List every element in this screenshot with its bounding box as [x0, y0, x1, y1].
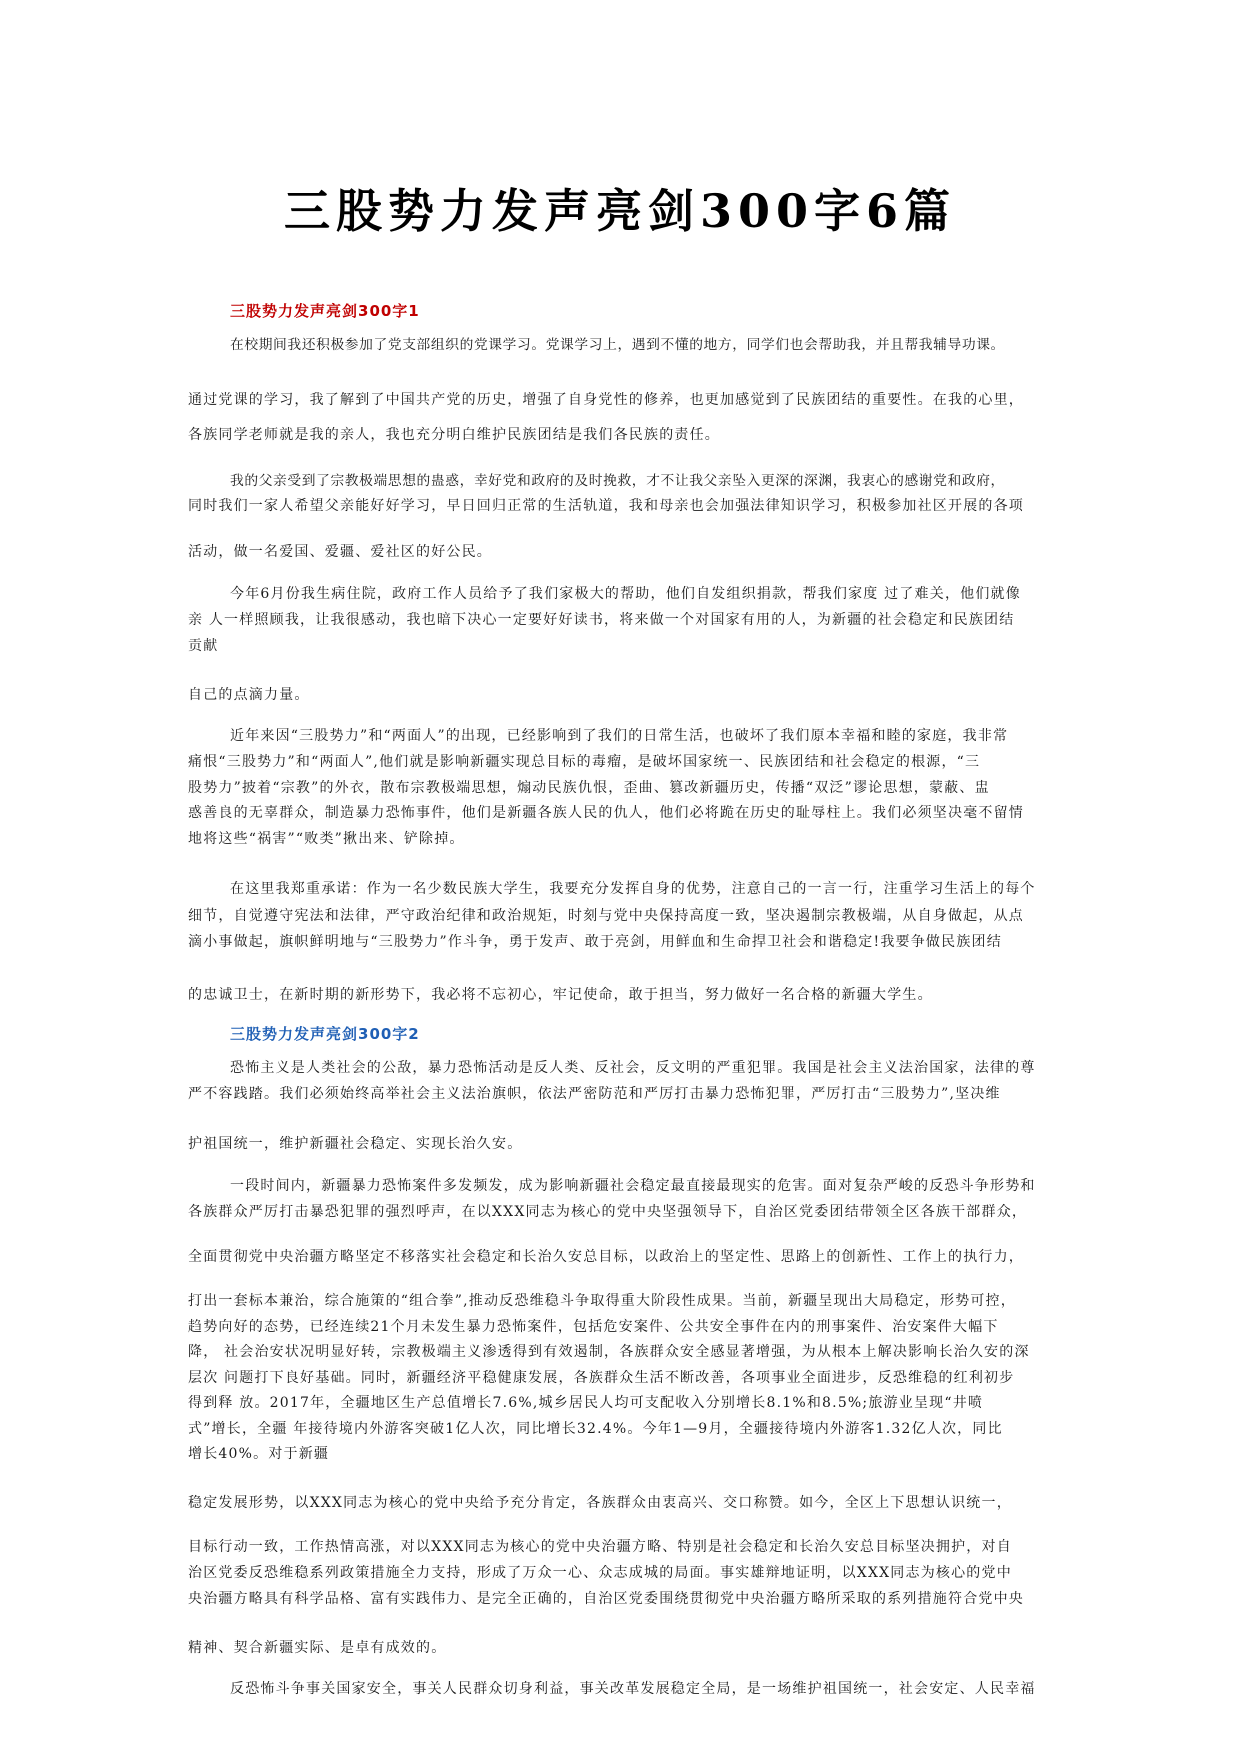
section-heading-2: 三股势力发声亮剑300字2	[230, 1025, 420, 1043]
paragraph-line: 滴小事做起，旗帜鲜明地与“三股势力”作斗争，勇于发声、敢于亮剑，用鲜血和生命捍卫社会和谐稳定!我要争做民族团结	[188, 934, 1002, 950]
paragraph-line: 全面贯彻党中央治疆方略坚定不移落实社会稳定和长治久安总目标，以政治上的坚定性、思路上的创新性、工作上的执行力，	[188, 1249, 1024, 1265]
paragraph-line: 得到释 放。2017年，全疆地区生产总值增长7.6%,城乡居民人均可支配收入分别增长8.1%和8.5%;旅游业呈现“井喷	[188, 1395, 984, 1411]
paragraph-line: 今年6月份我生病住院，政府工作人员给予了我们家极大的帮助，他们自发组织捐款，帮我们家度 过了难关，他们就像	[230, 586, 1021, 602]
section-heading-1: 三股势力发声亮剑300字1	[230, 302, 420, 320]
paragraph-line: 在校期间我还积极参加了党支部组织的党课学习。党课学习上，遇到不懂的地方，同学们也会帮助我，并且帮我辅导功课。	[230, 337, 1005, 353]
paragraph-line: 趋势向好的态势，已经连续21个月未发生暴力恐怖案件，包括危安案件、公共安全事件在内的刑事案件、治安案件大幅下	[188, 1319, 999, 1335]
paragraph-line: 同时我们一家人希望父亲能好好学习，早日回归正常的生活轨道，我和母亲也会加强法律知识学习，积极参加社区开展的各项	[188, 498, 1024, 514]
document-title: 三股势力发声亮剑300字6篇	[283, 184, 957, 238]
paragraph-line: 各族同学老师就是我的亲人，我也充分明白维护民族团结是我们各民族的责任。	[188, 427, 720, 443]
paragraph-line: 自己的点滴力量。	[188, 687, 310, 703]
paragraph-line: 通过党课的学习，我了解到了中国共产党的历史，增强了自身党性的修养，也更加感觉到了民族团结的重要性。在我的心里，	[188, 392, 1024, 408]
paragraph-line: 稳定发展形势，以XXX同志为核心的党中央给予充分肯定，各族群众由衷高兴、交口称赞。如今，全区上下思想认识统一，	[188, 1495, 1012, 1511]
paragraph-line: 式”增长，全疆 年接待境内外游客突破1亿人次，同比增长32.4%。今年1—9月，全疆接待境内外游客1.32亿人次，同比	[188, 1421, 1003, 1437]
paragraph-line: 一段时间内，新疆暴力恐怖案件多发频发，成为影响新疆社会稳定最直接最现实的危害。面对复杂严峻的反恐斗争形势和	[230, 1178, 1036, 1194]
paragraph-line: 治区党委反恐维稳系列政策措施全力支持，形成了万众一心、众志成城的局面。事实雄辩地证明，以XXX同志为核心的党中	[188, 1565, 1012, 1581]
paragraph-line: 层次 问题打下良好基础。同时，新疆经济平稳健康发展，各族群众生活不断改善，各项事业全面进步，反恐维稳的红利初步	[188, 1370, 1015, 1386]
paragraph-line: 降， 社会治安状况明显好转，宗教极端主义渗透得到有效遏制，各族群众安全感显著增强，为从根本上解决影响长治久安的深	[188, 1344, 1030, 1360]
paragraph-line: 恐怖主义是人类社会的公敌，暴力恐怖活动是反人类、反社会，反文明的严重犯罪。我国是社会主义法治国家，法律的尊	[230, 1060, 1036, 1076]
paragraph-line: 活动，做一名爱国、爱疆、爱社区的好公民。	[188, 544, 492, 560]
paragraph-line: 地将这些“祸害”“败类”揪出来、铲除掉。	[188, 831, 465, 847]
paragraph-line: 增长40%。对于新疆	[188, 1446, 330, 1462]
paragraph-line: 各族群众严厉打击暴恐犯罪的强烈呼声，在以XXX同志为核心的党中央坚强领导下，自治区党委团结带领全区各族干部群众，	[188, 1204, 1028, 1220]
paragraph-line: 央治疆方略具有科学品格、富有实践伟力、是完全正确的，自治区党委围绕贯彻党中央治疆方略所采取的系列措施符合党中央	[188, 1591, 1024, 1607]
paragraph-line: 我的父亲受到了宗教极端思想的蛊惑，幸好党和政府的及时挽救，才不让我父亲坠入更深的深渊，我衷心的感谢党和政府，	[230, 473, 1005, 489]
paragraph-line: 细节，自觉遵守宪法和法律，严守政治纪律和政治规矩，时刻与党中央保持高度一致，坚决遏制宗教极端，从自身做起，从点	[188, 908, 1024, 924]
paragraph-line: 精神、契合新疆实际、是卓有成效的。	[188, 1640, 447, 1656]
paragraph-line: 的忠诚卫士，在新时期的新形势下，我必将不忘初心，牢记使命，敢于担当，努力做好一名合格的新疆大学生。	[188, 987, 933, 1003]
paragraph-line: 打出一套标本兼治，综合施策的“组合拳”,推动反恐维稳斗争取得重大阶段性成果。当前，新疆呈现出大局稳定，形势可控，	[188, 1293, 1016, 1309]
paragraph-line: 目标行动一致，工作热情高涨，对以XXX同志为核心的党中央治疆方略、特别是社会稳定和长治久安总目标坚决拥护，对自	[188, 1539, 1012, 1555]
paragraph-line: 亲 人一样照顾我，让我很感动，我也暗下决心一定要好好读书，将来做一个对国家有用的人，为新疆的社会稳定和民族团结	[188, 612, 1015, 628]
paragraph-line: 在这里我郑重承诺：作为一名少数民族大学生，我要充分发挥自身的优势，注意自己的一言一行，注重学习生活上的每个	[230, 881, 1036, 897]
paragraph-line: 严不容践踏。我们必须始终高举社会主义法治旗帜，依法严密防范和严厉打击暴力恐怖犯罪，严厉打击“三股势力”,坚决维	[188, 1086, 1001, 1102]
paragraph-line: 痛恨“三股势力”和“两面人”,他们就是影响新疆实现总目标的毒瘤，是破坏国家统一、民族团结和社会稳定的根源，“三	[188, 754, 981, 770]
paragraph-line: 反恐怖斗争事关国家安全，事关人民群众切身利益，事关改革发展稳定全局，是一场维护祖国统一，社会安定、人民幸福	[230, 1681, 1036, 1697]
paragraph-line: 近年来因“三股势力”和“两面人”的出现，已经影响到了我们的日常生活，也破坏了我们原本幸福和睦的家庭，我非常	[230, 728, 1009, 744]
paragraph-line: 惑善良的无辜群众，制造暴力恐怖事件，他们是新疆各族人民的仇人，他们必将跪在历史的耻辱柱上。我们必须坚决毫不留情	[188, 805, 1024, 821]
paragraph-line: 贡献	[188, 638, 219, 654]
paragraph-line: 护祖国统一，维护新疆社会稳定、实现长治久安。	[188, 1136, 523, 1152]
paragraph-line: 股势力”披着“宗教”的外衣，散布宗教极端思想，煽动民族仇恨，歪曲、篡改新疆历史，传播“双泛”谬论思想，蒙蔽、盅	[188, 780, 990, 796]
